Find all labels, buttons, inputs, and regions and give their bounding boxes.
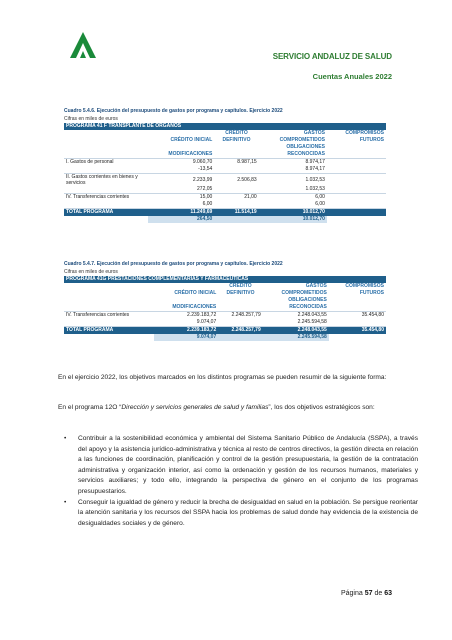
table1-cell: 8.974,17: [259, 166, 327, 174]
table1-header-cell: [327, 144, 386, 151]
table1-cell: 11.514,19: [214, 209, 258, 217]
table2-cell: [64, 334, 154, 341]
table1-header-cell: [64, 137, 148, 144]
table2-cell: [329, 334, 386, 341]
table1-cell: II. Gastos corrientes en bienes y servicios: [66, 174, 138, 186]
table2-header-cell: FUTUROS: [359, 290, 384, 296]
table2-header-cell: [64, 297, 154, 304]
table1-header-cell: CRÉDITO: [225, 130, 248, 136]
table1-cell: [327, 159, 386, 167]
table-row: [64, 201, 386, 209]
table1: [64, 123, 386, 223]
table-row: [64, 319, 386, 327]
table2-header-cell: RECONOCIDAS: [263, 304, 329, 312]
table-total-row: [64, 216, 386, 223]
table-row: [64, 186, 386, 194]
table1-cell: I. Gastos de personal: [66, 159, 114, 165]
table1-cell: 6,00: [315, 194, 325, 200]
table1-header-cell: [64, 144, 148, 151]
table1-header-cell: COMPROMETIDOS: [279, 137, 325, 143]
table2-header-cell: GASTOS: [305, 283, 327, 289]
table1-cell: 2.233,99: [192, 176, 213, 183]
table2-header-cell: [218, 297, 263, 304]
table-row: [64, 312, 386, 320]
page-number: [341, 590, 392, 597]
table2-header-cell: COMPROMISOS: [345, 283, 384, 289]
table-total-row: [64, 334, 386, 341]
table1-cell: [214, 186, 258, 194]
table1-cell: [327, 166, 386, 174]
table1-cell: 2.506,83: [237, 176, 257, 183]
table2-cell: 2.239.183,72: [154, 327, 218, 335]
table2-cell: [64, 319, 154, 327]
table2-header-cell: [64, 283, 154, 290]
paragraph-program: [58, 402, 398, 413]
table-total-row: [64, 327, 386, 335]
table1-cell: 1.032,53: [259, 186, 327, 194]
table1-cell: [64, 216, 148, 223]
table1-header-cell: [148, 144, 214, 151]
table1-cell: 6,00: [148, 201, 214, 209]
table-row: [64, 159, 386, 167]
table-row: [64, 174, 386, 187]
table1-cell: 10.012,70: [259, 209, 327, 217]
table2-cell: [329, 319, 386, 327]
list-item: • Conseguir la igualdad de género y reducir la brecha de desigualdad en salud en la población. Se persigue reorientar la atención sanitaria y los recursos del SSPA hacia los problemas de salud donde hay evidencia de la existencia de desigualdades sociales y de género.: [78, 498, 418, 530]
table1-header-cell: OBLIGACIONES: [286, 144, 325, 150]
table1-cell: [327, 186, 386, 194]
table1-cell: 264,50: [148, 216, 214, 223]
table2-cell: IV. Transferencias corrientes: [66, 312, 130, 318]
table1-cell: [327, 174, 386, 187]
header-org: SERVICIO ANDALUZ DE SALUD: [272, 52, 392, 61]
table-total-row: [64, 209, 386, 217]
table1-cell: 21,00: [244, 194, 257, 200]
table2-cell: 2.239.183,72: [187, 312, 217, 318]
table1-cell: 8.987,15: [237, 159, 257, 165]
table2-cell: 35.454,80: [361, 312, 384, 318]
table-row: [64, 166, 386, 174]
table2-header-cell: CRÉDITO: [229, 283, 252, 289]
table2-units: Cifras en miles de euros: [64, 269, 118, 275]
table1-units: Cifras en miles de euros: [64, 116, 118, 122]
table1-header-cell: [64, 130, 148, 137]
table2-cell: 35.454,80: [329, 327, 386, 335]
table2-cell: 2.248.043,55: [297, 312, 327, 318]
table1-cell: 11.249,69: [148, 209, 214, 217]
table1-cell: [64, 166, 148, 174]
table2-cell: 2.248.043,55: [263, 327, 329, 335]
table1-cell: [327, 209, 386, 217]
table2-header-cell: COMPROMETIDOS: [281, 290, 327, 296]
table1-header-cell: FUTUROS: [359, 137, 384, 143]
paragraph-program-emphasis: Dirección y servicios generales de salud y familias: [121, 404, 269, 411]
table1-cell: 272,05: [148, 186, 214, 194]
paragraph-intro: En el ejercicio 2022, los objetivos marcados en los distintos programas se pueden resumir de la siguiente forma:: [58, 374, 387, 381]
table2-cell: 9.074,07: [154, 319, 218, 327]
table1-cell: [327, 201, 386, 209]
page-current: 57: [364, 590, 373, 597]
table1-total-label: TOTAL PROGRAMA: [64, 209, 148, 217]
list-item: • Contribuir a la sostenibilidad económica y ambiental del Sistema Sanitario Público de Andalucía (SSPA), a través del apoyo y la asistencia jurídico-administrativa y técnica al resto de centros directivos, la gestión directa en relación a las funciones de coordinación, planificación y control de la gestión presupuestaria, la gestión de la contratación administrativa y organización interior, así como la ordenación y gestión de los recursos humanos, materiales y servicios auxiliares; y todo ello, integrando la perspectiva de género en el conjunto de los programas presupuestarios.: [78, 434, 418, 498]
table1-cell: 6,00: [259, 201, 327, 209]
table1-header-cell: [327, 151, 386, 159]
table1-program: PROGRAMA 41 F TRANSPLANTE DE ÓRGANOS: [64, 123, 386, 130]
table2-program: PROGRAMA 41G PRESTACIONES COMPLEMENTARIAS Y FARMACÉUTICAS: [64, 276, 386, 283]
table1-header-cell: MODIFICACIONES: [148, 151, 214, 159]
table1-cell: [327, 194, 386, 202]
table2-header-cell: DEFINITIVO: [226, 290, 255, 296]
table1-cell: [214, 201, 258, 209]
table1-cell: [64, 186, 148, 194]
objectives-list: [58, 434, 418, 529]
paragraph-program-post: ”, los dos objetivos estratégicos son:: [268, 404, 375, 411]
table1-cell: 8.974,17: [305, 159, 325, 165]
table2-total-label: TOTAL PROGRAMA: [64, 327, 154, 335]
table1-cell: -13,54: [148, 166, 214, 174]
table2-cell: 2.245.594,58: [263, 334, 329, 341]
table2-cell: 9.074,07: [154, 334, 218, 341]
table1-cell: 9.060,70: [192, 159, 213, 165]
table2-header-cell: [64, 290, 154, 297]
table-row: [64, 194, 386, 202]
table1-header-cell: DEFINITIVO: [222, 137, 251, 143]
table1-cell: 10.012,70: [259, 216, 327, 223]
page-total: 63: [384, 590, 392, 597]
table2-header-cell: [218, 304, 263, 312]
table1-cell: [214, 216, 258, 223]
table2-cell: [218, 319, 263, 327]
header-subtitle: Cuentas Anuales 2022: [312, 72, 392, 81]
table2-header-cell: OBLIGACIONES: [288, 297, 327, 303]
table1-cell: [327, 216, 386, 223]
table2-header-cell: [329, 304, 386, 312]
table2-header-cell: [329, 297, 386, 304]
page-number-pre: Página: [340, 590, 365, 597]
table1-cell: IV. Transferencias corrientes: [66, 194, 130, 200]
table1-header-cell: CRÉDITO INICIAL: [170, 137, 213, 143]
table2-header-cell: CRÉDITO INICIAL: [174, 290, 217, 296]
table1-header-cell: [148, 130, 214, 137]
table2: [64, 276, 386, 341]
table2-header-cell: [154, 297, 218, 304]
table2-cell: [218, 334, 263, 341]
table2-header-cell: [154, 283, 218, 290]
table2-header-cell: MODIFICACIONES: [154, 304, 218, 312]
table1-header-cell: RECONOCIDAS: [259, 151, 327, 159]
page-number-mid: de: [372, 590, 385, 597]
table2-cell: 2.245.594,58: [263, 319, 329, 327]
table2-cell: 2.248.257,79: [231, 312, 261, 318]
table1-cell: 1.032,53: [305, 176, 325, 183]
table1-header-cell: [214, 144, 258, 151]
table2-header-cell: [64, 304, 154, 312]
table1-header-cell: [64, 151, 148, 159]
table1-caption: Cuadro 5.4.6. Ejecución del presupuesto de gastos por programa y capítulos. Ejercicio 2022: [64, 108, 283, 114]
table1-header-cell: [214, 151, 258, 159]
paragraph-program-pre: En el programa 12O “: [58, 404, 122, 411]
table2-caption: Cuadro 5.4.7. Ejecución del presupuesto de gastos por programa y capítulos. Ejercicio 2022: [64, 261, 283, 267]
table1-header-cell: COMPROMISOS: [345, 130, 384, 136]
table1-cell: [64, 201, 148, 209]
table2-cell: 2.248.257,79: [218, 327, 263, 335]
table1-cell: 15,00: [199, 194, 213, 200]
table1-header-cell: GASTOS: [303, 130, 325, 136]
table1-cell: [214, 166, 258, 174]
junta-andalucia-logo: [66, 28, 100, 62]
